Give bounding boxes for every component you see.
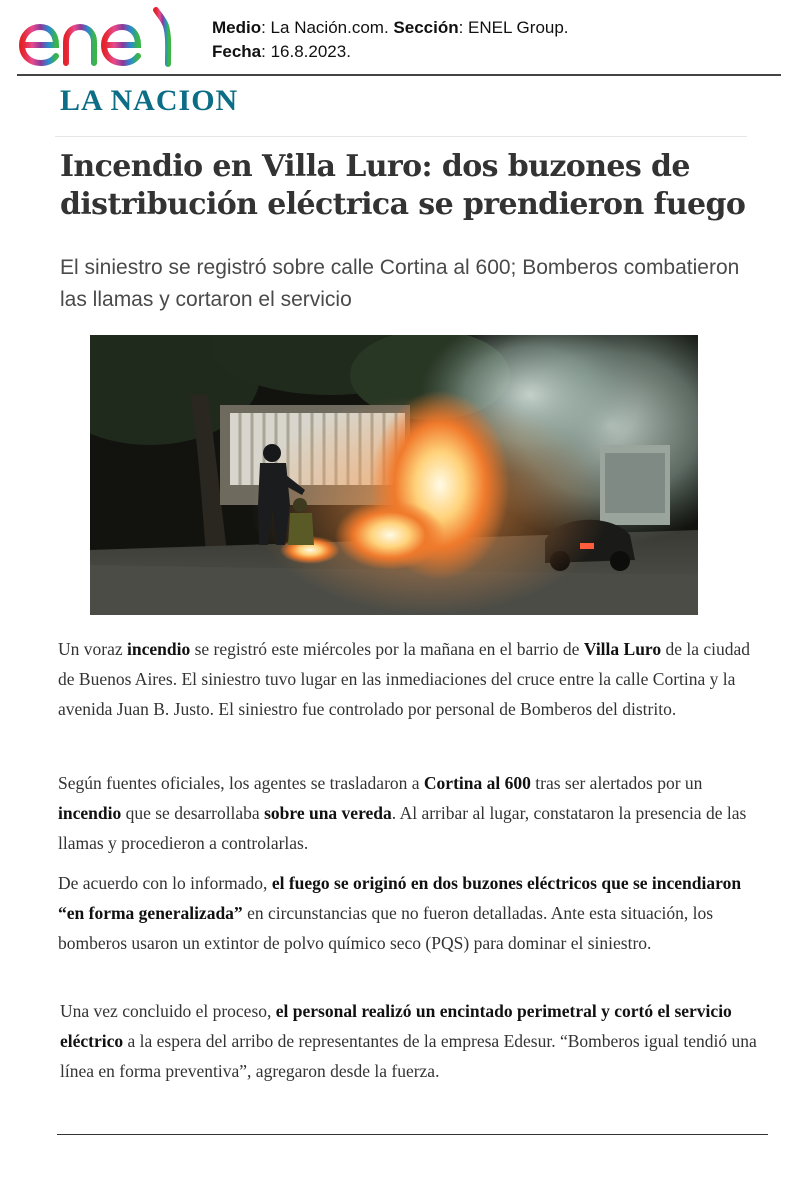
paragraph-text: se registró este miércoles por la mañana en el barrio de xyxy=(190,639,584,659)
clipping-header xyxy=(0,0,800,76)
seccion-label: Sección xyxy=(393,18,459,37)
seccion-value: : ENEL Group. xyxy=(458,18,569,37)
bottom-divider xyxy=(57,1134,768,1135)
paragraph-text: Un voraz xyxy=(58,639,128,659)
fire-scene-image xyxy=(90,335,698,615)
paragraph-text: . Al arribar al lugar, constataron la presencia de las llamas y procedieron a controlarlas. xyxy=(58,803,747,853)
article-paragraph xyxy=(58,634,758,724)
paragraph-text: que se desarrollaba xyxy=(121,803,265,823)
paragraph-text: a la espera del arribo de representantes de la empresa Edesur. “Bomberos igual tendió una línea en forma preventiva”, agregaron desde la fuerza. xyxy=(60,1031,757,1081)
paragraph-text: Una vez concluido el proceso, xyxy=(60,1001,276,1021)
paragraph-text: de la ciudad de Buenos Aires. El siniestro tuvo lugar en las inmediaciones del cruce entre la calle Cortina y la avenida Juan B. Justo. El siniestro fue controlado por personal de Bomberos del distrito. xyxy=(58,639,751,719)
article-paragraph xyxy=(58,868,758,958)
masthead-divider xyxy=(55,136,747,137)
article-subhead: El siniestro se registró sobre calle Cortina al 600; Bomberos combatieron las llamas y cortaron el servicio xyxy=(60,256,740,311)
header-divider xyxy=(17,74,781,76)
paragraph-text: en circunstancias que no fueron detalladas. Ante esta situación, los bomberos usaron un extintor de polvo químico seco (PQS) para dominar el siniestro. xyxy=(58,903,714,953)
article-headline: Incendio en Villa Luro: dos buzones de distribución eléctrica se prendieron fuego xyxy=(60,149,746,222)
fecha-label: Fecha xyxy=(212,42,262,61)
emphasis-text: el personal realizó un encintado perimetral y cortó el servicio eléctrico xyxy=(60,1001,732,1051)
article-photo xyxy=(90,335,698,615)
medio-value: : La Nación.com. xyxy=(261,18,389,37)
newspaper-masthead[interactable]: LA NACION xyxy=(60,84,239,117)
enel-logo xyxy=(16,6,184,68)
emphasis-text: incendio xyxy=(58,803,122,823)
paragraph-text: Según fuentes oficiales, los agentes se trasladaron a xyxy=(58,773,424,793)
clipping-meta xyxy=(212,16,569,64)
emphasis-text: Villa Luro xyxy=(583,639,662,659)
paragraph-text: tras ser alertados por un xyxy=(530,773,703,793)
medio-line xyxy=(212,16,569,40)
emphasis-text: el fuego se originó en dos buzones eléctricos que se incendiaron “en forma generalizada” xyxy=(58,873,742,923)
emphasis-text: incendio xyxy=(127,639,191,659)
article-paragraph xyxy=(60,996,760,1086)
article-paragraph xyxy=(58,768,758,858)
medio-label: Medio xyxy=(212,18,262,37)
emphasis-text: sobre una vereda xyxy=(264,803,392,823)
emphasis-text: Cortina al 600 xyxy=(423,773,531,793)
fecha-value: : 16.8.2023. xyxy=(261,42,351,61)
paragraph-text: De acuerdo con lo informado, xyxy=(58,873,272,893)
fecha-line xyxy=(212,40,569,64)
